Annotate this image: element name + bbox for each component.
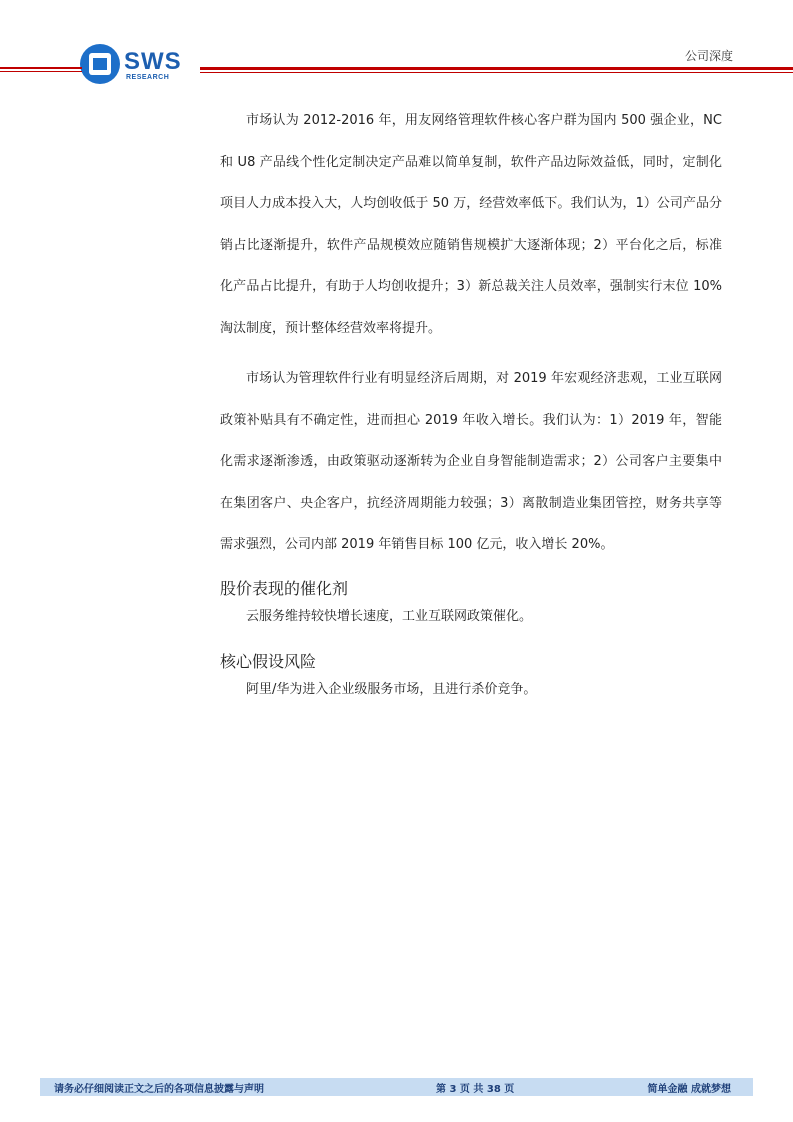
page-footer [40, 1078, 753, 1096]
section-text-catalyst: 云服务维持较快增长速度，工业互联网政策催化。 [246, 608, 533, 624]
section-text-risk: 阿里/华为进入企业级服务市场，且进行杀价竞争。 [246, 681, 537, 697]
header-rule-left [0, 67, 82, 69]
paragraph: 市场认为管理软件行业有明显经济后周期，对 2019 年宏观经济悲观，工业互联网政策补贴具有不确定性，进而担心 2019 年收入增长。我们认为：1）2019 年，智能化需求逐渐渗透，由政策驱动逐渐转为企业自身智能制造需求；2）公司客户主要集中在集团客户、央企客户，抗经济周期能力较强；3）离散制造业集团管控，财务共享等需求强烈，公司内部 2019 年销售目标 100 亿元，收入增长 20%。 [220, 371, 722, 552]
footer-disclaimer: 请务必仔细阅读正文之后的各项信息披露与声明 [54, 1084, 264, 1095]
paragraph: 市场认为 2012-2016 年，用友网络管理软件核心客户群为国内 500 强企业，NC 和 U8 产品线个性化定制决定产品难以简单复制，软件产品边际效益低，同时，定制化项目人力成本投入大，人均创收低于 50 万，经营效率低下。我们认为，1）公司产品分销占比逐渐提升，软件产品规模效应随销售规模扩大逐渐体现；2）平台化之后，标准化产品占比提升，有助于人均创收提升；3）新总裁关注人员效率，强制实行末位 10% 淘汰制度，预计整体经营效率将提升。 [220, 113, 722, 336]
page-number: 第 3 页 共 38 页 [436, 1084, 515, 1095]
header-rule-right [200, 67, 793, 70]
section-title-risk: 核心假设风险 [220, 651, 317, 671]
header-rule-left-thin [0, 71, 82, 72]
footer-slogan: 简单金融 成就梦想 [647, 1084, 731, 1095]
section-title-catalyst: 股价表现的催化剂 [220, 578, 349, 598]
report-type-label: 公司深度 [684, 49, 733, 63]
logo-text: SWS [124, 48, 182, 75]
logo-mark-icon [80, 44, 120, 84]
sws-logo [80, 44, 190, 88]
logo-subtext: RESEARCH [126, 74, 170, 81]
header-rule-right-thin [200, 72, 793, 73]
page-header [0, 0, 793, 90]
main-content [220, 100, 722, 721]
